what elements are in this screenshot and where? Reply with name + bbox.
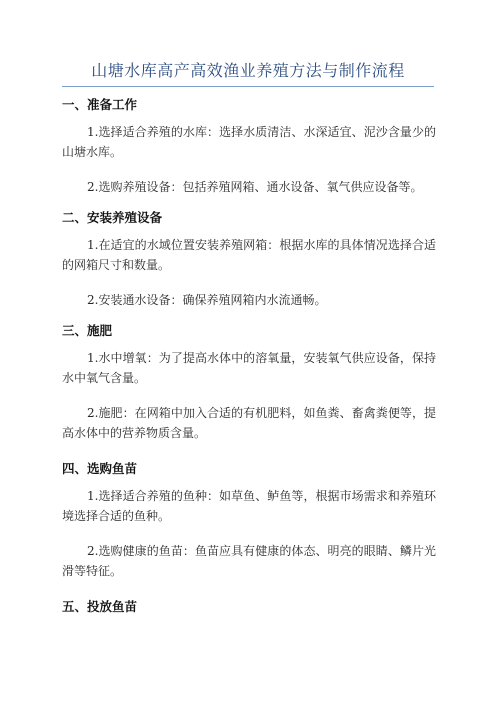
- section-heading-4: 四、选购鱼苗: [62, 461, 138, 476]
- section-3-paragraph-2: 2.施肥：在网箱中加入合适的有机肥料，如鱼粪、畜禽粪便等，提高水体中的营养物质含量。: [62, 406, 436, 440]
- section-4-paragraph-2: 2.选购健康的鱼苗：鱼苗应具有健康的体态、明亮的眼睛、鳞片光滑等特征。: [62, 544, 436, 578]
- section-2-paragraph-2: 2.安装通水设备：确保养殖网箱内水流通畅。: [87, 293, 327, 307]
- section-3-paragraph-1: 1.水中增氧：为了提高水体中的溶氧量，安装氧气供应设备，保持水中氧气含量。: [62, 351, 436, 385]
- section-4-paragraph-1: 1.选择适合养殖的鱼种：如草鱼、鲈鱼等，根据市场需求和养殖环境选择合适的鱼种。: [62, 489, 436, 523]
- section-1-paragraph-2: 2.选购养殖设备：包括养殖网箱、通水设备、氧气供应设备等。: [87, 180, 423, 194]
- section-heading-5: 五、投放鱼苗: [62, 599, 138, 614]
- section-heading-3: 三、施肥: [62, 323, 113, 338]
- section-1-paragraph-1: 1.选择适合养殖的水库：选择水质清洁、水深适宜、泥沙含量少的山塘水库。: [62, 125, 436, 159]
- section-heading-1: 一、准备工作: [62, 97, 138, 112]
- section-heading-2: 二、安装养殖设备: [62, 210, 163, 225]
- title-underline: [62, 86, 434, 87]
- document-title: 山塘水库高产高效渔业养殖方法与制作流程: [91, 61, 405, 80]
- section-2-paragraph-1: 1.在适宜的水域位置安装养殖网箱：根据水库的具体情况选择合适的网箱尺寸和数量。: [62, 238, 436, 272]
